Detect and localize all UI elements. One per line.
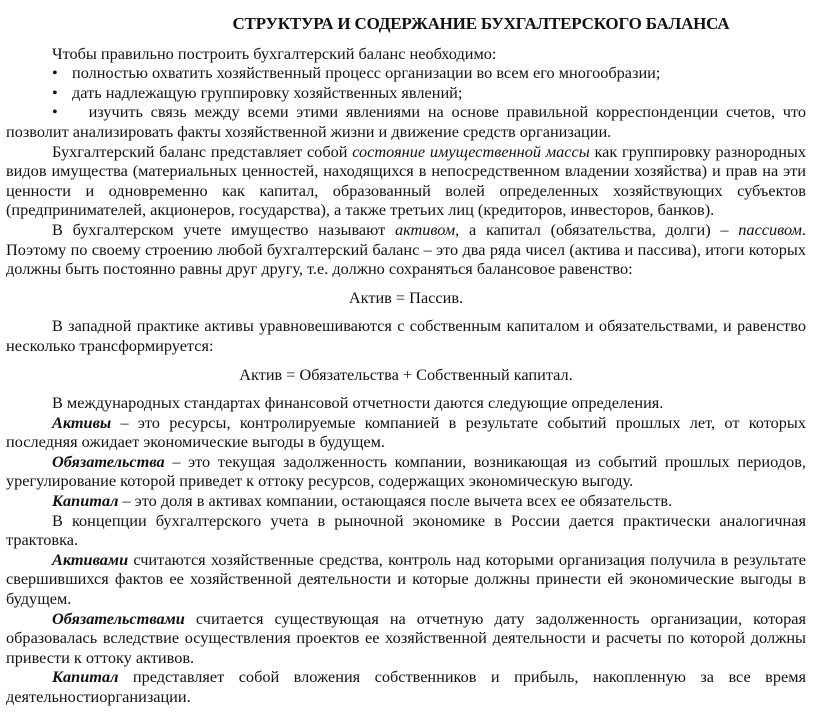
paragraph-russia-concept: В концепции бухгалтерского учета в рыночной экономике в России дается практически аналогичная трактовка. — [6, 510, 806, 550]
paragraph-ifrs-intro: В международных стандартах финансовой отчетности даются следующие определения. — [52, 393, 664, 413]
bullet-dot-icon: • — [52, 63, 58, 83]
bullet-text-2: дать надлежащую группировку хозяйственных явлений; — [72, 82, 463, 102]
text-run: , а капитал (обязательства, долги) – — [455, 219, 739, 239]
document-title: СТРУКТУРА И СОДЕРЖАНИЕ БУХГАЛТЕРСКОГО БАЛАНСА — [232, 14, 730, 33]
definition-assets-ru — [6, 550, 806, 609]
definition-text: представляет собой вложения собственников и прибыль, накопленную за все время деятельностиорганизации. — [6, 667, 806, 706]
formula-extended-equality: Актив = Обязательства + Собственный капитал. — [239, 364, 573, 384]
definition-liabilities-ru — [6, 609, 806, 668]
bullet-item-3 — [6, 102, 806, 141]
definition-assets — [6, 413, 806, 452]
text-run: Бухгалтерский баланс представляет собой — [52, 141, 353, 161]
italic-term: активом — [394, 219, 456, 239]
definition-text: – это текущая задолженность компании, возникающая из событий прошлых периодов, урегулирование которой приведет к оттоку ресурсов, содержащих экономическую выгоду. — [6, 451, 806, 491]
definition-term: Активы — [52, 412, 112, 432]
definition-term: Обязательства — [52, 451, 165, 471]
definition-liabilities — [6, 452, 806, 491]
intro-paragraph: Чтобы правильно построить бухгалтерский баланс необходимо: — [52, 43, 497, 63]
definition-term: Капитал — [52, 491, 119, 511]
paragraph-balance-definition — [6, 142, 806, 220]
definition-term: Капитал — [52, 667, 119, 687]
paragraph-asset-liability — [6, 220, 806, 279]
paragraph-western-practice: В западной практике активы уравновешиваются с собственным капиталом и обязательствами, и равенство несколько трансформируется: — [6, 316, 806, 355]
bullet-dot-icon: • — [52, 82, 58, 102]
definition-text: считаются хозяйственные средства, контроль над которыми организация получила в результате свершившихся фактов ее хозяйственной деятельности и которые должны принести ей экономические выгоды в будущем. — [6, 549, 806, 609]
text-run: В бухгалтерском учете имущество называют — [52, 219, 395, 239]
bullet-dot-icon: • — [52, 102, 58, 122]
formula-balance-equality: Актив = Пассив. — [348, 287, 464, 307]
definition-capital-ru — [6, 667, 806, 706]
definition-term: Обязательствами — [52, 608, 185, 628]
text-run: как группировку разнородных видов имущества (материальных ценностей, находящихся в непосредственном владении хозяйства) и прав на эти ценности и одновременно как капитал, образованный волей определенных хозяйствующих субъектов (предпринимателей, акционеров, государства), а также третьих лиц (кредиторов, инвесторов, банков). — [6, 141, 806, 220]
italic-term: пассивом — [738, 219, 802, 239]
bullet-text-1: полностью охватить хозяйственный процесс организации во всем его многообразии; — [72, 63, 661, 83]
bullet-item-2 — [6, 83, 806, 103]
definition-capital — [6, 491, 806, 511]
text-run: . Поэтому по своему строению любой бухгалтерский баланс – это два ряда чисел (актива и пассива), итоги которых должны быть постоянно равны друг другу, т.е. должно сохраняться балансовое равенство: — [6, 219, 806, 279]
bullet-item-1 — [6, 63, 806, 83]
definition-text: – это доля в активах компании, остающаяся после вычета всех ее обязательств. — [118, 491, 673, 511]
definition-text: считается существующая на отчетную дату задолженность организации, которая образовалась вследствие осуществления проектов ее хозяйственной деятельности и расчеты по которой должны привести к оттоку активов. — [6, 608, 806, 667]
definition-text: – это ресурсы, контролируемые компанией в результате событий прошлых лет, от которых последняя ожидает экономические выгоды в будущем. — [6, 412, 806, 452]
definition-term: Активами — [52, 549, 129, 569]
document-page — [6, 14, 806, 707]
italic-term: состояние имущественной массы — [352, 141, 590, 161]
bullet-text-3: изучить связь между всеми этими явлениями на основе правильной корреспонденции счетов, что позволит анализировать факты хозяйственной жизни и движение средств организации. — [6, 102, 807, 141]
